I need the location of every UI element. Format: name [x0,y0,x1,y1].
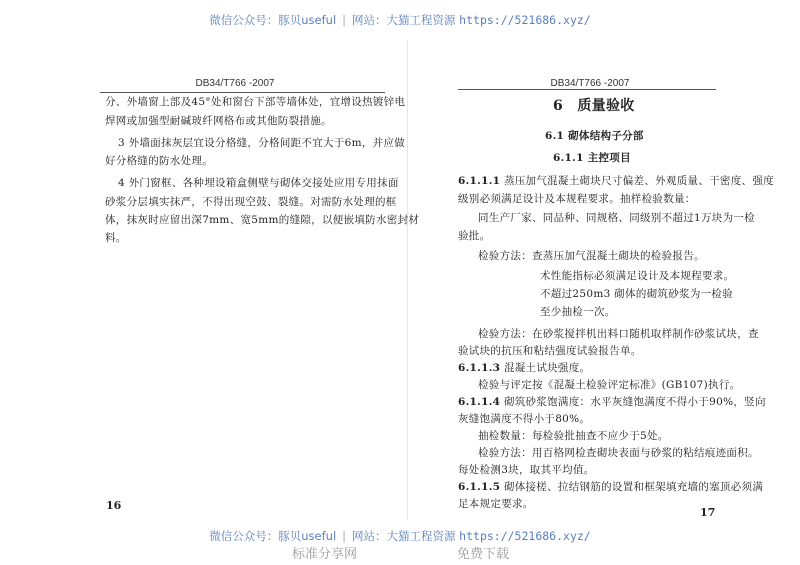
clause-text: 混凝土试块强度。 [503,362,591,374]
text-line: 料。 [105,232,127,244]
text-line [458,396,766,409]
text-line [458,230,490,243]
text-line [478,379,740,392]
watermark-bottom [0,528,800,544]
text-line [458,175,774,188]
clause-text: 砌筑砂浆饱满度：水平灰缝饱满度不得小于90%，竖向 [503,396,766,408]
text-line [458,413,590,426]
watermark-url[interactable]: https://521686.xyz/ [459,13,591,27]
clause-text: 至少抽检一次。 [540,306,616,318]
footer-right: 免费下载 [457,547,510,562]
section-title: 6.1 砌体结构子分部 [545,130,644,142]
clause-text: 术性能指标必须满足设计及本规程要求。 [540,270,735,282]
clause-text: 砌体接槎、拉结钢筋的设置和框架填充墙的塞顶必须满 [503,481,764,493]
clause-text: 灰缝饱满度不得小于80%。 [458,413,591,425]
text-line [540,270,734,283]
clause-text: 抽检数量：每检验批抽查不应少于5处。 [478,430,669,442]
text-line [478,430,669,443]
clause-text: 蒸压加气混凝土砌块尺寸偏差、外观质量、干密度、强度 [503,175,774,187]
page-header: DB34/T766 -2007 [550,78,630,89]
clause-text: 检验方法：在砂浆搅拌机出料口随机取样制作砂浆试块，查 [478,328,759,340]
clause-text: 验批。 [458,230,491,242]
header-rule [458,89,716,90]
text-line: 焊网或加强型耐碱玻纤网格布或其他防裂措施。 [105,115,332,127]
clause-number: 6.1.1.1 [458,175,501,187]
clause-text: 验试块的抗压和粘结强度试验报告单。 [458,345,642,357]
text-line [478,328,759,341]
clause-number: 6.1.1.5 [458,481,501,493]
clause-number: 6.1.1.4 [458,396,501,408]
watermark-site: 网站：大猫工程资源 [352,13,456,27]
footer-left: 标准分享网 [292,547,358,562]
text-line: 分、外墙窗上部及45°处和窗台下部等墙体处，宜增设热镀锌电 [105,96,406,108]
clause-text: 检验方法：查蒸压加气混凝土砌块的检验报告。 [478,250,705,262]
header-rule [100,92,385,93]
clause-text: 检验方法：用百格网检查砌块表面与砂浆的粘结痕迹面积。 [478,447,759,459]
watermark-url[interactable]: https://521686.xyz/ [459,529,591,543]
chapter-title: 6 质量验收 [553,98,635,114]
text-line [458,498,534,511]
page-number: 17 [700,506,716,519]
watermark-wechat: 微信公众号：豚贝useful [209,529,337,543]
clause-text: 每处检测3块，取其平均值。 [458,464,595,476]
text-line [478,447,759,460]
text-line [540,306,616,319]
text-line: 砂浆分层填实抹严，不得出现空鼓、裂缝。对需防水处理的框 [105,196,397,208]
clause-number: 6.1.1.3 [458,362,501,374]
clause-text: 同生产厂家、同品种、同规格、同级别不超过1万块为一检 [478,212,755,224]
subsection-title: 6.1.1 主控项目 [553,152,631,164]
page-gutter [407,40,408,520]
page-number: 16 [106,499,122,512]
text-line [458,345,642,358]
text-line [458,464,595,477]
clause-text: 足本规定要求。 [458,498,534,510]
text-line: 3 外墙面抹灰层宜设分格缝，分格间距不宜大于6m，并应做 [118,137,406,149]
text-line [540,288,733,301]
watermark-separator: | [342,13,347,27]
text-line [478,250,705,263]
text-line: 体，抹灰时应留出深7mm、宽5mm的缝隙，以便嵌填防水密封材 [105,214,420,226]
watermark-separator: | [342,529,347,543]
text-line [478,212,755,225]
watermark-top [0,12,800,28]
text-line [458,362,590,375]
clause-text: 检验与评定按《混凝土检验评定标准》(GB107)执行。 [478,379,741,391]
text-line: 4 外门窗框、各种埋设箱盒侧壁与砌体交接处应用专用抹面 [118,177,399,189]
watermark-wechat: 微信公众号：豚贝useful [209,13,337,27]
clause-text: 不超过250m3 砌体的砌筑砂浆为一检验 [540,288,734,300]
page-header: DB34/T766 -2007 [195,78,275,89]
watermark-site: 网站：大猫工程资源 [352,529,456,543]
text-line: 好分格缝的防水处理。 [105,155,213,167]
text-line [458,193,696,206]
clause-text: 级别必须满足设计及本规程要求。抽样检验数量： [458,193,696,205]
text-line [458,481,763,494]
